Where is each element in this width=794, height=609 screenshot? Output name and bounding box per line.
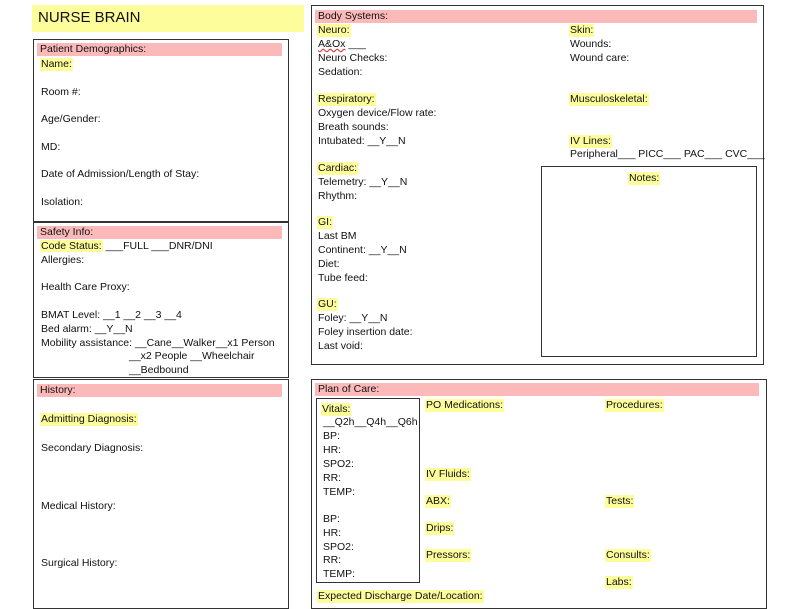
gi-label: GI:	[318, 216, 333, 228]
respiratory-label: Respiratory:	[318, 93, 375, 105]
labs-label: Labs:	[606, 576, 632, 588]
foley-label: Foley: __Y__N	[318, 312, 388, 324]
sedation-label: Sedation:	[318, 66, 363, 78]
continent-label: Continent: __Y__N	[318, 244, 407, 256]
isolation-label: Isolation:	[41, 196, 84, 208]
intubated-label: Intubated: __Y__N	[318, 135, 406, 147]
hcp-label: Health Care Proxy:	[41, 281, 130, 293]
vitals-rr-1: RR:	[323, 472, 342, 484]
mobility-label: Mobility assistance: __Cane__Walker__x1 Person	[41, 337, 275, 349]
demographics-header: Patient Demographics:	[37, 43, 282, 56]
neuro-checks-label: Neuro Checks:	[318, 52, 388, 64]
vitals-label: Vitals:	[322, 403, 351, 415]
name-label: Name:	[41, 58, 72, 70]
musculoskeletal-label: Musculoskeletal:	[570, 93, 648, 105]
vitals-spo2-1: SPO2:	[323, 458, 354, 470]
breath-sounds-label: Breath sounds:	[318, 121, 389, 133]
last-void-label: Last void:	[318, 340, 363, 352]
pressors-label: Pressors:	[426, 549, 471, 561]
page-title: NURSE BRAIN	[38, 9, 141, 26]
iv-fluids-label: IV Fluids:	[426, 468, 470, 480]
abx-label: ABX:	[426, 495, 450, 507]
discharge-label: Expected Discharge Date/Location:	[318, 590, 483, 602]
vitals-spo2-2: SPO2:	[323, 541, 354, 553]
rhythm-label: Rhythm:	[318, 190, 358, 202]
gu-label: GU:	[318, 298, 337, 310]
vitals-rr-2: RR:	[323, 554, 342, 566]
code-status-label: Code Status:	[41, 240, 102, 252]
code-status-options: ___FULL ___DNR/DNI	[102, 240, 213, 252]
tests-label: Tests:	[606, 495, 634, 507]
cardiac-label: Cardiac:	[318, 162, 358, 174]
aox-row	[318, 38, 366, 51]
vitals-hr-2: HR:	[323, 527, 342, 539]
vitals-temp-1: TEMP:	[323, 486, 356, 498]
allergies-label: Allergies:	[41, 254, 85, 266]
iv-types-label: Peripheral___ PICC___ PAC___ CVC___	[570, 148, 765, 160]
vitals-bp-2: BP:	[323, 513, 340, 525]
tube-feed-label: Tube feed:	[318, 272, 368, 284]
iv-lines-label: IV Lines:	[570, 135, 611, 147]
diet-label: Diet:	[318, 258, 340, 270]
oxygen-label: Oxygen device/Flow rate:	[318, 107, 437, 119]
last-bm-label: Last BM	[318, 230, 357, 242]
code-status-row	[40, 240, 213, 253]
bmat-label: BMAT Level: __1 __2 __3 __4	[41, 309, 182, 321]
notes-label: Notes:	[629, 172, 660, 184]
vitals-bp-1: BP:	[323, 430, 340, 442]
aox-blank: ___	[345, 38, 366, 50]
age-gender-label: Age/Gender:	[41, 113, 101, 125]
wounds-label: Wounds:	[570, 38, 612, 50]
medical-history-label: Medical History:	[41, 500, 116, 512]
aox-word: A&Ox	[318, 38, 346, 50]
po-medications-label: PO Medications:	[426, 399, 504, 411]
md-label: MD:	[41, 141, 61, 153]
drips-label: Drips:	[426, 522, 454, 534]
surgical-history-label: Surgical History:	[41, 557, 118, 569]
room-label: Room #:	[41, 86, 81, 98]
plan-header: Plan of Care:	[315, 383, 759, 396]
secondary-diagnosis-label: Secondary Diagnosis:	[41, 442, 144, 454]
mobility-label-3: __Bedbound	[129, 364, 189, 376]
mobility-label-2: __x2 People __Wheelchair	[129, 350, 255, 362]
skin-label: Skin:	[570, 24, 594, 36]
foley-date-label: Foley insertion date:	[318, 326, 413, 338]
vitals-hr-1: HR:	[323, 444, 342, 456]
neuro-label: Neuro:	[318, 24, 350, 36]
vitals-frequency: __Q2h__Q4h__Q6h	[323, 416, 418, 428]
bed-alarm-label: Bed alarm: __Y__N	[41, 323, 133, 335]
admission-label: Date of Admission/Length of Stay:	[41, 168, 200, 180]
vitals-temp-2: TEMP:	[323, 568, 356, 580]
telemetry-label: Telemetry: __Y__N	[318, 176, 408, 188]
history-header: History:	[37, 384, 282, 397]
safety-header: Safety Info:	[37, 226, 282, 239]
notes-box	[541, 166, 757, 357]
procedures-label: Procedures:	[606, 399, 663, 411]
consults-label: Consults:	[606, 549, 650, 561]
admitting-diagnosis-label: Admitting Diagnosis:	[41, 413, 137, 425]
wound-care-label: Wound care:	[570, 52, 630, 64]
body-systems-header: Body Systems:	[315, 10, 757, 23]
